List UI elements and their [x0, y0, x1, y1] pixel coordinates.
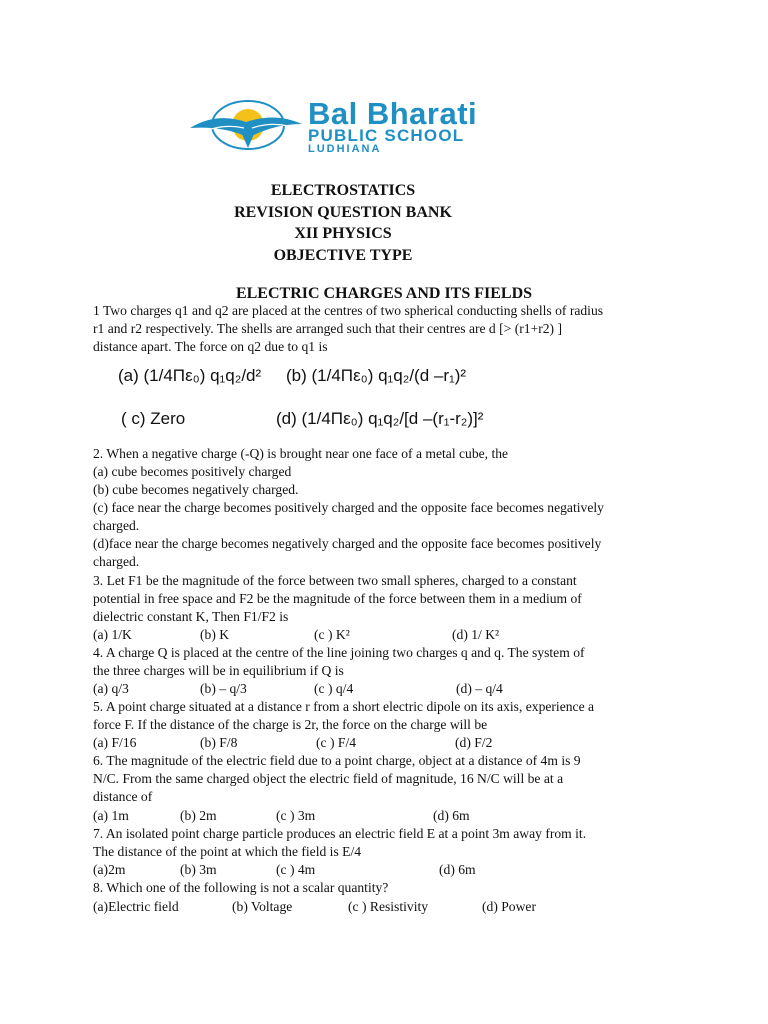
q5-line: force F. If the distance of the charge is 2r, the force on the charge will be	[93, 717, 488, 732]
q5-option-c: (c ) F/4	[316, 735, 357, 750]
q8-line: 8. Which one of the following is not a scalar quantity?	[93, 880, 389, 895]
q6-line: distance of	[93, 789, 153, 804]
q6-line: N/C. From the same charged object the electric field of magnitude, 16 N/C will be at a	[93, 771, 564, 786]
title-line: REVISION QUESTION BANK	[234, 203, 452, 221]
q1-line: r1 and r2 respectively. The shells are arranged such that their centres are d [> (r1+r2) ]	[93, 321, 563, 336]
q2-line: charged.	[93, 554, 140, 569]
q2-line: (c) face near the charge becomes positively charged and the opposite face becomes negatively	[93, 500, 604, 515]
q7-line: The distance of the point at which the field is E/4	[93, 844, 362, 859]
q3-option-d: (d) 1/ K²	[452, 627, 500, 642]
section-heading: ELECTRIC CHARGES AND ITS FIELDS	[235, 285, 533, 302]
q1-option-b: (b) (1/4Πε₀) q₁q₂/(d –r₁)²	[286, 366, 467, 385]
q3-line: potential in free space and F2 be the magnitude of the force between them in a medium of	[93, 591, 582, 606]
q8-option-a: (a)Electric field	[93, 899, 179, 914]
q6-line: 6. The magnitude of the electric field due to a point charge, object at a distance of 4m is 9	[93, 753, 581, 768]
q4-option-c: (c ) q/4	[314, 681, 354, 696]
q6-option-a: (a) 1m	[93, 808, 129, 823]
q5-option-b: (b) F/8	[200, 735, 238, 750]
q3-option-b: (b) K	[200, 627, 230, 642]
q6-option-c: (c ) 3m	[276, 808, 316, 823]
q2-line: (d)face near the charge becomes negatively charged and the opposite face becomes positively	[93, 536, 602, 551]
q6-option-b: (b) 2m	[180, 808, 217, 823]
q7-option-b: (b) 3m	[180, 862, 217, 877]
q4-option-b: (b) – q/3	[200, 681, 247, 696]
q1-option-c: ( c) Zero	[121, 409, 186, 428]
q2-line: 2. When a negative charge (-Q) is brought near one face of a metal cube, the	[93, 446, 509, 461]
q4-line: 4. A charge Q is placed at the centre of the line joining two charges q and q. The system of	[93, 645, 585, 660]
title-line: OBJECTIVE TYPE	[273, 246, 413, 264]
q6-option-d: (d) 6m	[433, 808, 470, 823]
school-emblem-icon	[186, 94, 306, 156]
q3-option-a: (a) 1/K	[93, 627, 132, 642]
q5-option-a: (a) F/16	[93, 735, 137, 750]
q4-option-d: (d) – q/4	[456, 681, 503, 696]
q2-line: (a) cube becomes positively charged	[93, 464, 292, 479]
q4-line: the three charges will be in equilibrium if Q is	[93, 663, 344, 678]
q8-option-b: (b) Voltage	[232, 899, 293, 914]
q7-option-c: (c ) 4m	[276, 862, 316, 877]
q8-option-c: (c ) Resistivity	[348, 899, 429, 914]
q7-option-a: (a)2m	[93, 862, 126, 877]
q3-option-c: (c ) K²	[314, 627, 350, 642]
q1-line: distance apart. The force on q2 due to q1 is	[93, 339, 328, 354]
school-logo	[186, 94, 510, 158]
title-line: XII PHYSICS	[294, 225, 392, 242]
title-line: ELECTROSTATICS	[270, 182, 416, 199]
q8-option-d: (d) Power	[482, 899, 536, 914]
q5-line: 5. A point charge situated at a distance r from a short electric dipole on its axis, experience a	[93, 699, 595, 714]
q1-option-a: (a) (1/4Πε₀) q₁q₂/d²	[118, 366, 262, 385]
school-subtitle: PUBLIC SCHOOL	[308, 126, 465, 145]
q1-line: 1 Two charges q1 and q2 are placed at the centres of two spherical conducting shells of radius	[93, 303, 604, 318]
q3-line: 3. Let F1 be the magnitude of the force between two small spheres, charged to a constant	[93, 573, 577, 588]
q5-option-d: (d) F/2	[455, 735, 493, 750]
q2-line: charged.	[93, 518, 140, 533]
document-titles	[0, 180, 686, 266]
q7-option-d: (d) 6m	[439, 862, 476, 877]
school-city: LUDHIANA	[308, 143, 382, 155]
q1-option-d: (d) (1/4Πε₀) q₁q₂/[d –(r₁-r₂)]²	[276, 409, 484, 428]
school-name: Bal Bharati	[308, 96, 478, 131]
q4-option-a: (a) q/3	[93, 681, 129, 696]
q7-line: 7. An isolated point charge particle produces an electric field E at a point 3m away from it.	[93, 826, 587, 841]
q3-line: dielectric constant K, Then F1/F2 is	[93, 609, 289, 624]
q2-line: (b) cube becomes negatively charged.	[93, 482, 299, 497]
